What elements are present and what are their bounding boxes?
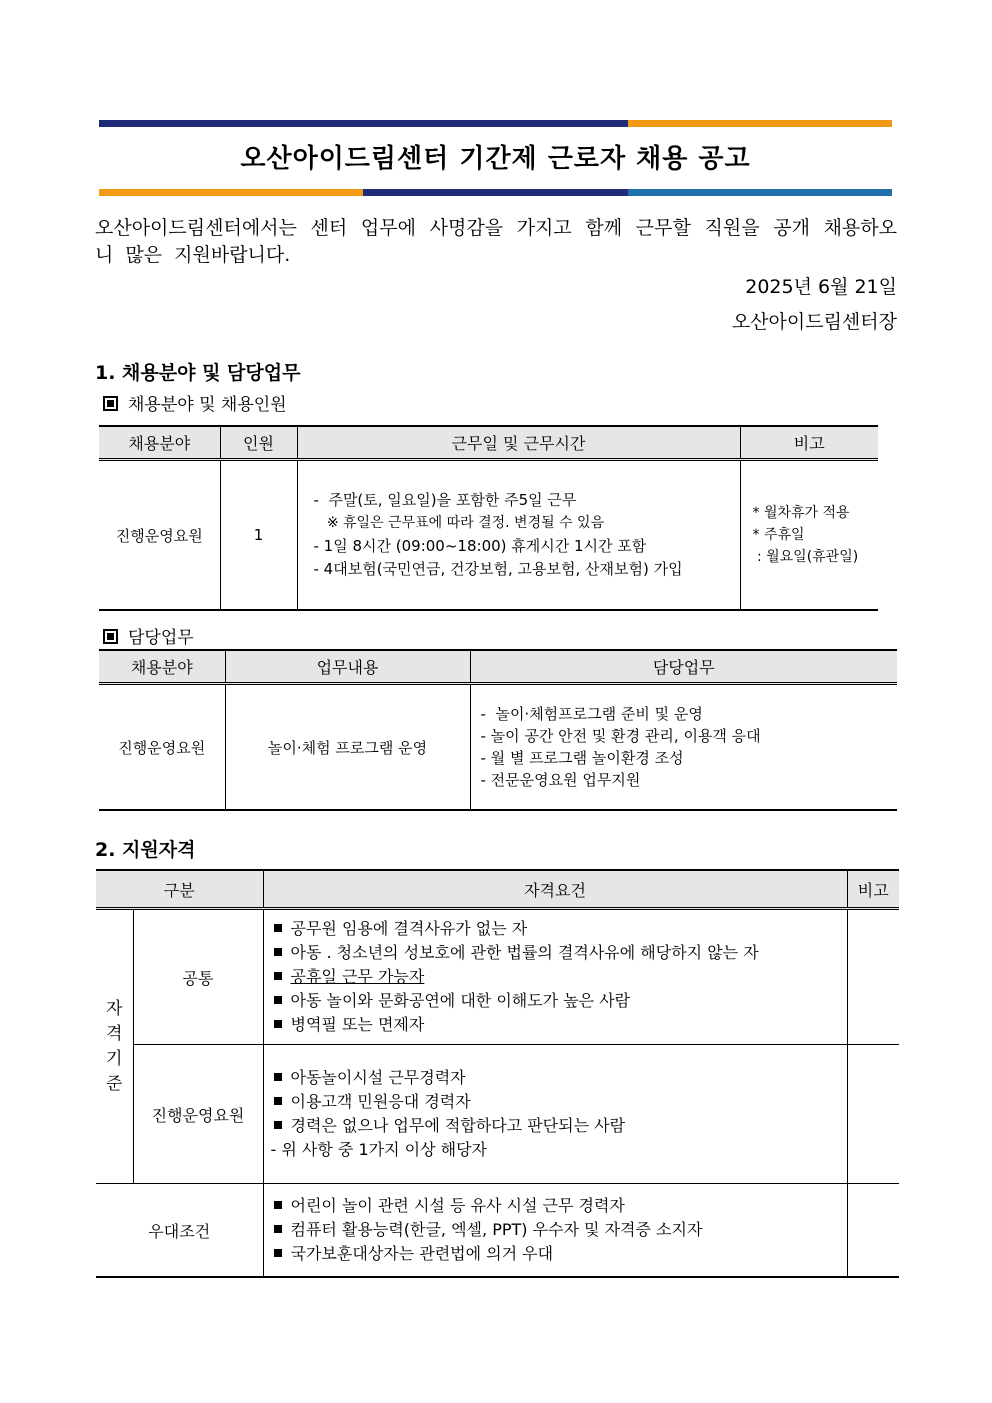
list-item: - 월 별 프로그램 놀이환경 조성 <box>480 749 684 767</box>
table-header: 비고 <box>740 426 878 460</box>
list-item: * 월차휴가 적용 <box>752 505 850 521</box>
operator-cell <box>263 1045 847 1184</box>
note-cell <box>847 1184 899 1278</box>
bullet-icon <box>274 1225 282 1233</box>
table-row <box>99 684 897 811</box>
list-item: : 월요일(휴관일) <box>752 549 859 565</box>
bullet-icon <box>274 1097 282 1105</box>
title-top-bar-accent <box>628 120 892 127</box>
bullet-icon <box>274 1121 282 1129</box>
section2-heading: 2. 지원자격 <box>95 839 196 861</box>
table-row <box>96 909 899 1045</box>
operator-label: 진행운영요원 <box>133 1045 263 1184</box>
list-item: 아동 . 청소년의 성보호에 관한 법률의 결격사유에 해당하지 않는 자 <box>274 941 847 965</box>
bullet-icon <box>274 972 282 980</box>
bullet-icon <box>274 1020 282 1028</box>
group-label: 자 격 기 준 <box>96 909 133 1184</box>
bullet-icon <box>274 948 282 956</box>
list-item: 아동 놀이와 문화공연에 대한 이해도가 높은 사람 <box>274 989 847 1013</box>
list-item: - 전문운영요원 업무지원 <box>480 771 641 789</box>
table-header-row <box>96 870 899 909</box>
list-item: - 놀이·체험프로그램 준비 및 운영 <box>480 705 703 723</box>
table-header: 자격요건 <box>263 870 847 909</box>
announcement-date: 2025년 6월 21일 <box>745 276 897 298</box>
content-cell: 놀이·체험 프로그램 운영 <box>225 684 470 811</box>
list-item: 아동놀이시설 근무경력자 <box>274 1066 847 1090</box>
list-item: 경력은 없으나 업무에 적합하다고 판단되는 사람 <box>274 1114 847 1138</box>
square-bullet-icon <box>103 396 118 411</box>
signer: 오산아이드림센터장 <box>731 311 897 333</box>
section1-sub2: 담당업무 <box>103 623 194 648</box>
note-cell <box>847 909 899 1045</box>
intro-text: 오산아이드림센터에서는 센터 업무에 사명감을 가지고 함께 근무할 직원을 공개 채용하오니 많은 지원바랍니다. <box>95 217 897 266</box>
list-item: ※ 휴일은 근무표에 따라 결정. 변경될 수 있음 <box>313 515 605 531</box>
table-row <box>99 460 878 611</box>
list-item: 공무원 임용에 결격사유가 없는 자 <box>274 917 847 941</box>
list-item: 컴퓨터 활용능력(한글, 엑셀, PPT) 우수자 및 자격증 소지자 <box>274 1218 847 1242</box>
bullet-icon <box>274 1073 282 1081</box>
table-row <box>96 1184 899 1278</box>
table-header: 구분 <box>96 870 263 909</box>
recruitment-table <box>99 425 878 611</box>
table-header: 채용분야 <box>99 426 220 460</box>
list-item: - 놀이 공간 안전 및 환경 관리, 이용객 응대 <box>480 727 761 745</box>
list-item: - 4대보험(국민연금, 건강보험, 고용보험, 산재보험) 가입 <box>313 560 683 578</box>
field-cell: 진행운영요원 <box>99 684 225 811</box>
field-cell: 진행운영요원 <box>99 460 220 611</box>
page-title: 오산아이드림센터 기간제 근로자 채용 공고 <box>240 144 751 174</box>
table-header: 비고 <box>847 870 899 909</box>
qualification-table <box>96 869 899 1278</box>
square-bullet-icon <box>103 629 118 644</box>
table-header-row <box>99 426 878 460</box>
bullet-icon <box>274 924 282 932</box>
bullet-icon <box>274 1201 282 1209</box>
table-header: 채용분야 <box>99 650 225 684</box>
table-header: 인원 <box>220 426 297 460</box>
list-item: - 주말(토, 일요일)을 포함한 주5일 근무 <box>313 491 577 509</box>
pref-label: 우대조건 <box>96 1184 263 1278</box>
title-bottom-bar <box>99 189 892 196</box>
table-header-row <box>99 650 897 684</box>
notes-cell <box>740 460 878 611</box>
list-item: * 주휴일 <box>752 527 805 543</box>
table-header: 담당업무 <box>470 650 897 684</box>
table-row <box>96 1045 899 1184</box>
list-item: 국가보훈대상자는 관련법에 의거 우대 <box>274 1242 847 1266</box>
section1-sub1: 채용분야 및 채용인원 <box>103 390 287 415</box>
pref-cell <box>263 1184 847 1278</box>
count-cell: 1 <box>220 460 297 611</box>
list-item: 병역필 또는 면제자 <box>274 1013 847 1037</box>
list-item: 공휴일 근무 가능자 <box>274 965 847 989</box>
list-item: 이용고객 민원응대 경력자 <box>274 1090 847 1114</box>
section1-heading: 1. 채용분야 및 담당업무 <box>95 362 301 384</box>
list-item: - 1일 8시간 (09:00~18:00) 휴게시간 1시간 포함 <box>313 537 647 555</box>
common-label: 공통 <box>133 909 263 1045</box>
table-header: 업무내용 <box>225 650 470 684</box>
common-cell <box>263 909 847 1045</box>
bullet-icon <box>274 996 282 1004</box>
list-item: - 위 사항 중 1가지 이상 해당자 <box>270 1140 487 1159</box>
duties-table <box>99 649 897 811</box>
bullet-icon <box>274 1249 282 1257</box>
list-item: 어린이 놀이 관련 시설 등 유사 시설 근무 경력자 <box>274 1194 847 1218</box>
duties-cell <box>470 684 897 811</box>
note-cell <box>847 1045 899 1184</box>
table-header: 근무일 및 근무시간 <box>297 426 740 460</box>
hours-cell <box>297 460 740 611</box>
